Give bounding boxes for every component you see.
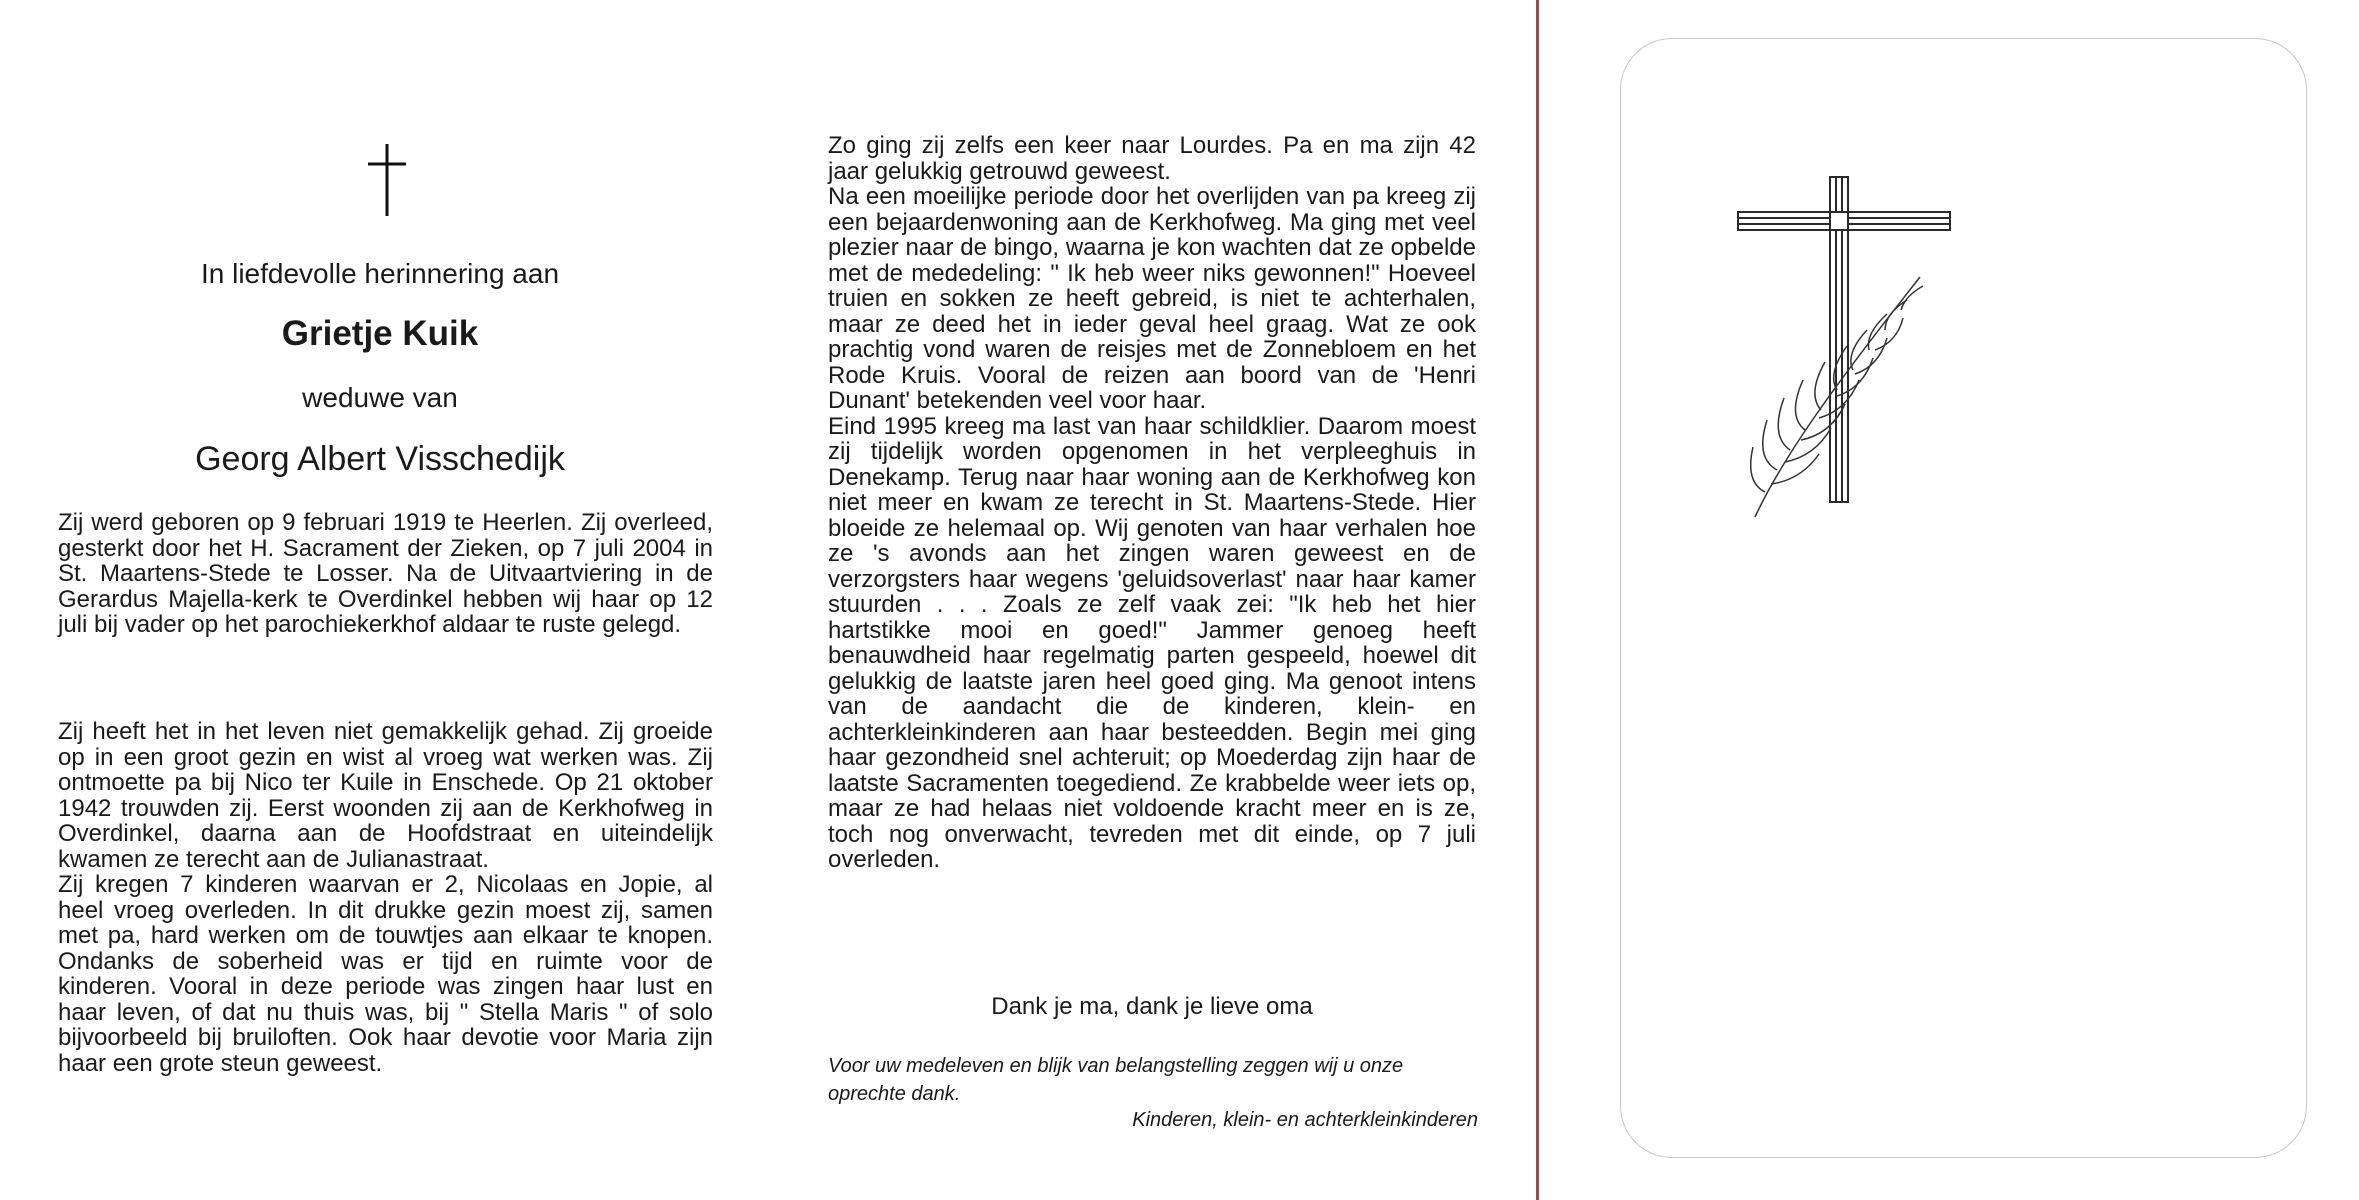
- thanks-line: Dank je ma, dank je lieve oma: [991, 993, 1313, 1020]
- cross-with-palm-icon: [1735, 172, 1955, 522]
- deceased-name: Grietje Kuik: [281, 314, 479, 353]
- biography-paragraph-life: Zij heeft het in het leven niet gemakkelijk gehad. Zij groeide op in een groot gezin en wist al vroeg wat werken was. Zij ontmoette pa bij Nico ter Kuile in Enschede. Op 21 oktober 1942 trouwden zij. Eerst woonden zij aan de Kerkhofweg in Overdinkel, daarna aan de Hoofdstraat en uiteindelijk kwamen ze terecht aan de Julianastraat. Zij kregen 7 kinderen waarvan er 2, Nicolaas en Jopie, al heel vroeg overleden. In dit drukke gezin moest zij, samen met pa, hard werken om de touwtjes aan elkaar te knopen. Ondanks de soberheid was er tijd en ruimte voor de kinderen. Vooral in deze periode was zingen haar lust en haar leven, of dat nu thuis was, bij " Stella Maris " of solo bijvoorbeeld bij bruiloften. Ook haar devotie voor Maria zijn haar een grote steun geweest.: [58, 718, 713, 1077]
- memorial-intro: In liefdevolle herinnering aan: [200, 258, 560, 289]
- cover-card-border: [1620, 38, 2307, 1158]
- biography-paragraph-later-life: Zo ging zij zelfs een keer naar Lourdes. Pa en ma zijn 42 jaar gelukkig getrouwd geweest. Na een moeilijke periode door het overlijden van pa kreeg zij een bejaardenwoning aan de Kerkhofweg. Ma ging met veel plezier naar de bingo, waarna je kon wachten dat ze opbelde met de mededeling: " Ik heb weer niks gewonnen!" Hoeveel truien en sokken ze heeft gebreid, is niet te achterhalen, maar ze deed het in ieder geval heel graag. Wat ze ook prachtig vond waren de reisjes met de Zonnebloem en het Rode Kruis. Vooral de reizen aan boord van de 'Henri Dunant' betekenden veel voor haar. Eind 1995 kreeg ma last van haar schildklier. Daarom moest zij tijdelijk worden opgenomen in het verpleeghuis in Denekamp. Terug naar haar woning aan de Kerkhofweg kon niet meer en kwam ze terecht in St. Maartens-Stede. Hier bloeide ze helemaal op. Wij genoten van haar verhalen hoe ze 's avonds aan het zingen waren geweest en de verzorgsters haar wegens 'geluidsoverlast' naar haar kamer stuurden . . . Zoals ze zelf vaak zei: "Ik heb het hier hartstikke mooi en goed!" Jammer genoeg heeft benauwdheid haar regelmatig parten gespeeld, hoewel dit gelukkig de laatste jaren heel goed ging. Ma genoot intens van de aandacht die de kinderen, klein- en achterkleinkinderen aan haar besteedden. Begin mei ging haar gezondheid snel achteruit; op Moederdag zijn haar de laatste Sacramenten toegediend. Ze krabbelde weer iets op, maar ze had helaas niet voldoende kracht meer en is ze, toch nog onverwacht, tevreden met dit einde, op 7 juli overleden.: [828, 132, 1476, 873]
- family-signature: Kinderen, klein- en achterkleinkinderen: [1132, 1109, 1478, 1131]
- widow-of-label: weduwe van: [302, 382, 458, 413]
- acknowledgement-text: Voor uw medeleven en blijk van belangstelling zeggen wij u onze oprechte dank.: [828, 1055, 1404, 1105]
- card-fold-line: [1536, 0, 1539, 1200]
- biography-paragraph-birth: Zij werd geboren op 9 februari 1919 te Heerlen. Zij overleed, gesterkt door het H. Sacrament der Zieken, op 7 juli 2004 in St. Maartens-Stede te Losser. Na de Uitvaartviering in de Gerardus Majella-kerk te Overdinkel hebben wij haar op 12 juli bij vader op het parochiekerkhof aldaar te ruste gelegd.: [58, 509, 713, 638]
- cross-icon: [364, 142, 410, 218]
- husband-name: Georg Albert Visschedijk: [195, 440, 565, 478]
